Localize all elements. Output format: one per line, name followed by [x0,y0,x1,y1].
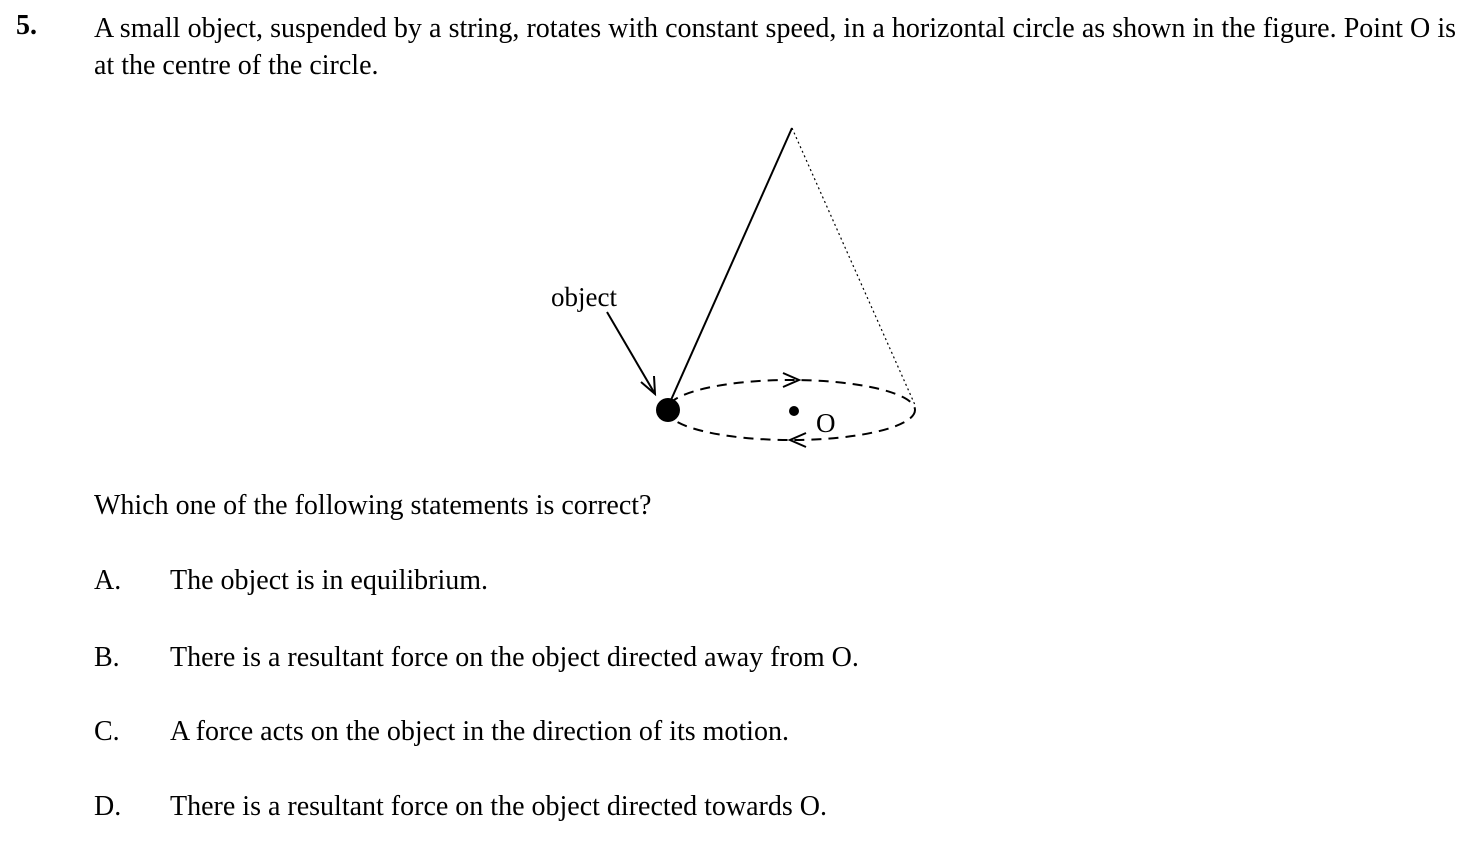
centre-point [789,406,799,416]
centre-label: O [816,408,836,438]
object-pointer-arrowhead-icon [641,376,655,394]
question-prompt: Which one of the following statements is correct? [94,490,652,521]
option-a[interactable] [94,565,488,597]
circular-path [667,380,915,440]
arrow-left-icon [790,433,806,447]
option-letter: C. [94,716,120,747]
option-b[interactable] [94,642,859,674]
option-letter: B. [94,642,120,673]
question-number: 5. [16,10,37,41]
option-c[interactable] [94,716,789,748]
option-d[interactable] [94,791,827,823]
option-text: There is a resultant force on the object directed away from O. [170,642,859,673]
object-label: object [551,282,617,312]
option-text: A force acts on the object in the direction of its motion. [170,716,789,747]
option-letter: D. [94,791,122,822]
arrow-right-icon [783,373,799,387]
object-ball [656,398,680,422]
string-line [671,128,792,400]
option-text: There is a resultant force on the object directed towards O. [170,791,827,822]
object-pointer-line [607,312,655,394]
cone-dotted-line [792,128,915,405]
option-text: The object is in equilibrium. [170,565,489,596]
question-stem: A small object, suspended by a string, rotates with constant speed, in a horizontal circle as shown in the figure. Point O is at the centre of the circle. [94,13,1456,81]
option-letter: A. [94,565,122,596]
